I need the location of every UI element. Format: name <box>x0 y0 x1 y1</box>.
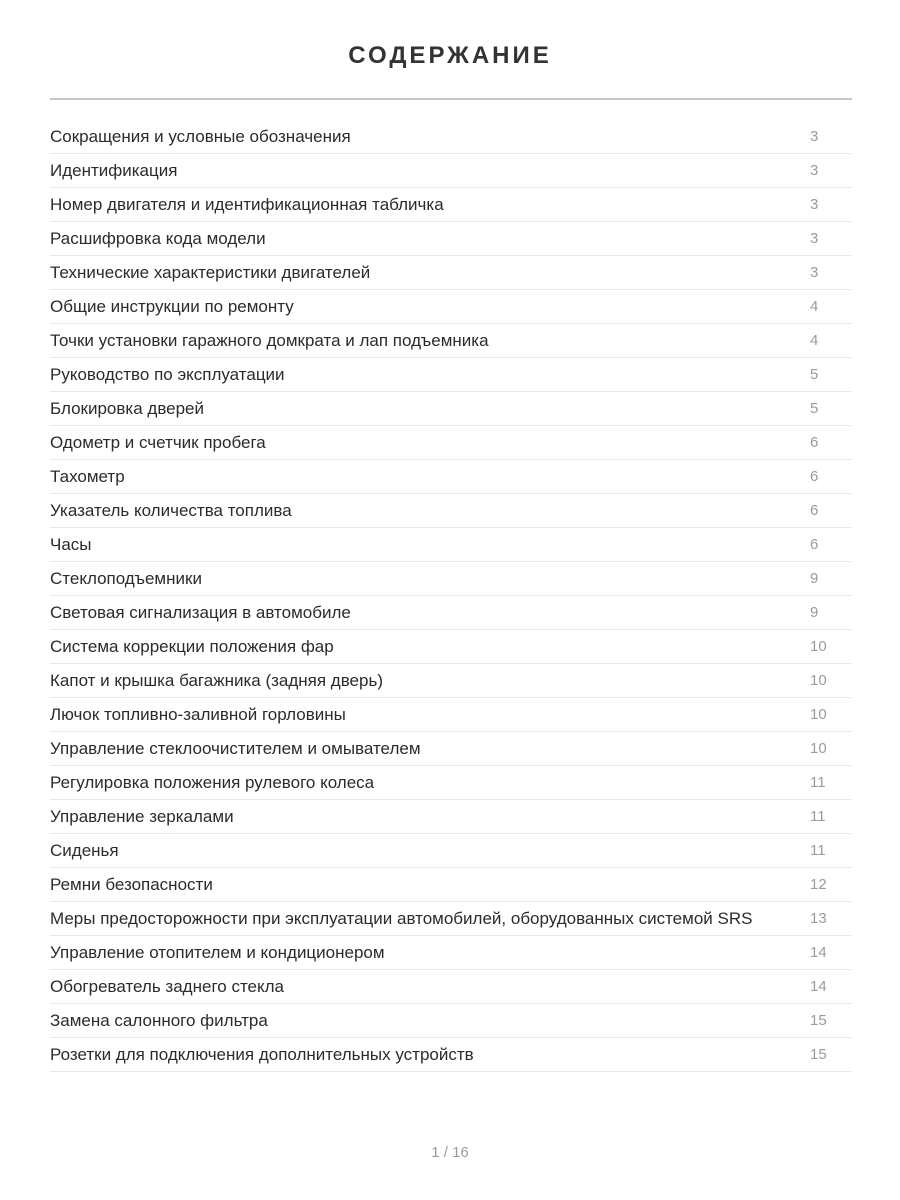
toc-row <box>50 596 852 630</box>
toc-entry-title: Розетки для подключения дополнительных устройств <box>50 1044 474 1064</box>
toc-row <box>50 290 852 324</box>
page-title: СОДЕРЖАНИЕ <box>348 42 552 69</box>
toc-row <box>50 426 852 460</box>
toc-entry-title: Обогреватель заднего стекла <box>50 976 284 996</box>
toc-row <box>50 630 852 664</box>
toc-entry-page-number: 11 <box>810 808 826 825</box>
toc-entry-page-number: 3 <box>810 264 819 281</box>
toc-entry-title: Точки установки гаражного домкрата и лап подъемника <box>50 330 489 350</box>
toc-entry-page-number: 10 <box>810 740 827 757</box>
toc-row <box>50 698 852 732</box>
toc-entry-page-number: 10 <box>810 706 827 723</box>
toc-entry-title: Часы <box>50 534 92 554</box>
toc-entry-page-number: 11 <box>810 842 826 859</box>
toc-row <box>50 766 852 800</box>
toc-entry-title: Меры предосторожности при эксплуатации автомобилей, оборудованных системой SRS <box>50 908 753 928</box>
toc-entry-title: Управление зеркалами <box>50 806 234 826</box>
toc-entry-page-number: 11 <box>810 774 826 791</box>
toc-entry-title: Общие инструкции по ремонту <box>50 296 294 316</box>
toc-entry-page-number: 6 <box>810 434 819 451</box>
toc-row <box>50 358 852 392</box>
toc-row <box>50 1004 852 1038</box>
toc-entry-title: Тахометр <box>50 466 125 486</box>
toc-entry-title: Сокращения и условные обозначения <box>50 126 351 146</box>
toc-entry-title: Система коррекции положения фар <box>50 636 334 656</box>
toc-entry-title: Световая сигнализация в автомобиле <box>50 602 351 622</box>
toc-entry-title: Руководство по эксплуатации <box>50 364 285 384</box>
toc-row <box>50 256 852 290</box>
toc-row <box>50 1038 852 1072</box>
toc-row <box>50 188 852 222</box>
page-number-indicator: 1 / 16 <box>431 1144 469 1161</box>
toc-entry-page-number: 15 <box>810 1046 827 1063</box>
toc-entry-title: Ремни безопасности <box>50 874 213 894</box>
toc-entry-page-number: 14 <box>810 944 827 961</box>
toc-row <box>50 732 852 766</box>
toc-entry-title: Управление стеклоочистителем и омывателем <box>50 738 421 758</box>
toc-entry-title: Регулировка положения рулевого колеса <box>50 772 375 792</box>
toc-entry-page-number: 3 <box>810 196 819 213</box>
toc-entry-title: Блокировка дверей <box>50 398 205 418</box>
toc-entry-page-number: 10 <box>810 638 827 655</box>
toc-entry-page-number: 3 <box>810 162 819 179</box>
toc-entry-page-number: 5 <box>810 400 819 417</box>
toc-row <box>50 392 852 426</box>
toc-entry-title: Управление отопителем и кондиционером <box>50 942 385 962</box>
toc-entry-page-number: 15 <box>810 1012 827 1029</box>
toc-entry-title: Лючок топливно-заливной горловины <box>50 704 346 724</box>
toc-entry-page-number: 4 <box>810 298 819 315</box>
toc-row <box>50 562 852 596</box>
toc-entry-page-number: 4 <box>810 332 819 349</box>
toc-row <box>50 970 852 1004</box>
toc-entry-page-number: 6 <box>810 502 819 519</box>
toc-entry-title: Сиденья <box>50 840 119 860</box>
toc-row <box>50 936 852 970</box>
toc-entry-title: Номер двигателя и идентификационная табличка <box>50 194 444 214</box>
toc-entry-title: Идентификация <box>50 160 178 180</box>
toc-entry-page-number: 6 <box>810 468 819 485</box>
toc-row <box>50 664 852 698</box>
toc-row <box>50 460 852 494</box>
toc-list <box>50 100 852 1072</box>
toc-entry-page-number: 5 <box>810 366 819 383</box>
toc-row <box>50 324 852 358</box>
toc-entry-page-number: 3 <box>810 128 819 145</box>
toc-row <box>50 222 852 256</box>
toc-entry-page-number: 6 <box>810 536 819 553</box>
toc-row <box>50 834 852 868</box>
toc-entry-title: Стеклоподъемники <box>50 568 202 588</box>
toc-entry-title: Одометр и счетчик пробега <box>50 432 266 452</box>
toc-entry-title: Технические характеристики двигателей <box>50 262 371 282</box>
toc-entry-page-number: 10 <box>810 672 827 689</box>
toc-entry-title: Капот и крышка багажника (задняя дверь) <box>50 670 383 690</box>
toc-entry-page-number: 9 <box>810 570 819 587</box>
toc-row <box>50 154 852 188</box>
toc-entry-title: Замена салонного фильтра <box>50 1010 268 1030</box>
toc-entry-title: Указатель количества топлива <box>50 500 292 520</box>
toc-entry-page-number: 9 <box>810 604 819 621</box>
toc-entry-page-number: 14 <box>810 978 827 995</box>
toc-entry-page-number: 13 <box>810 910 827 927</box>
toc-row <box>50 528 852 562</box>
toc-entry-title: Расшифровка кода модели <box>50 228 266 248</box>
toc-entry-page-number: 3 <box>810 230 819 247</box>
toc-row <box>50 120 852 154</box>
toc-row <box>50 868 852 902</box>
toc-row <box>50 494 852 528</box>
toc-row <box>50 902 852 936</box>
toc-entry-page-number: 12 <box>810 876 827 893</box>
toc-row <box>50 800 852 834</box>
